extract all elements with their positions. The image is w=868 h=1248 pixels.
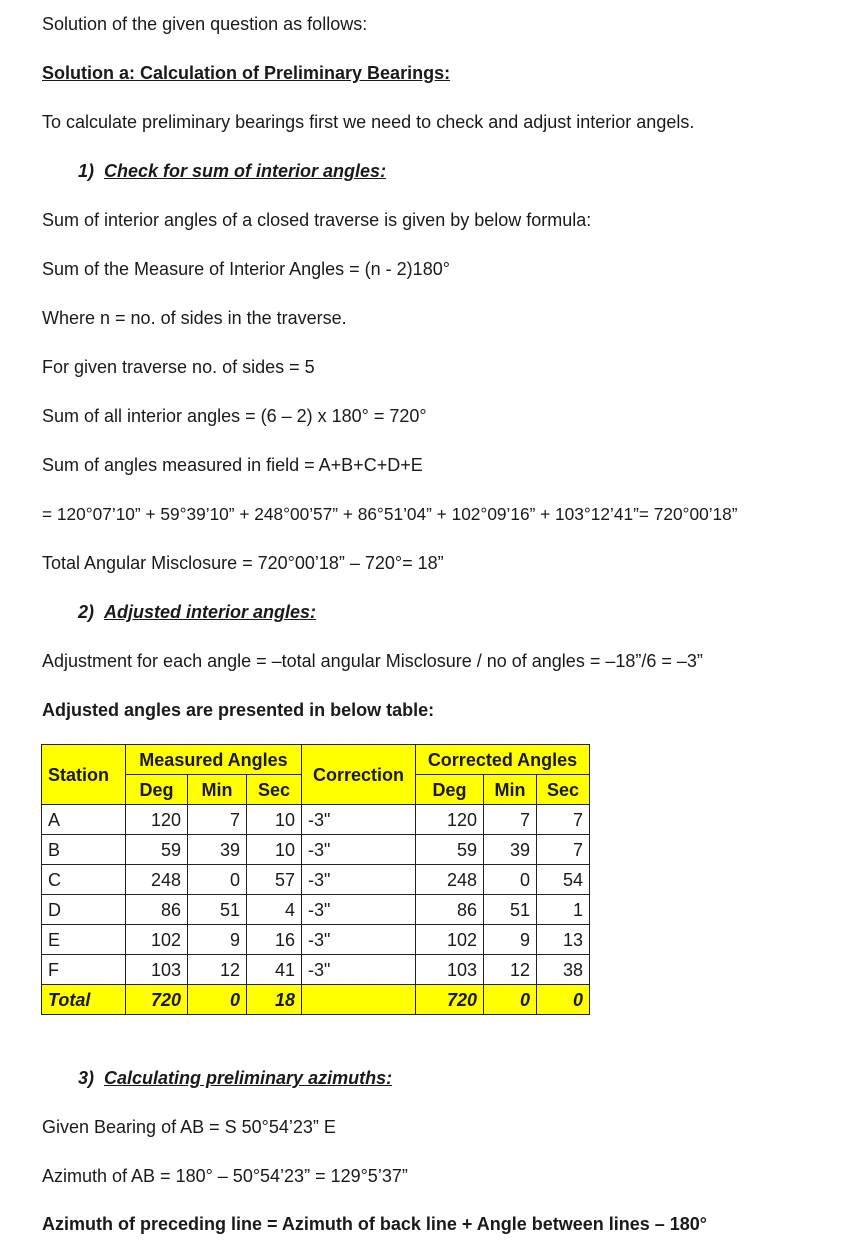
correction-cell: -3" [302,955,416,985]
given-bearing-line: Given Bearing of AB = S 50°54’23” E [42,1117,336,1137]
corrected-deg-cell: 102 [416,925,484,955]
corrected-sec-cell: 54 [537,865,590,895]
table-row [42,925,590,955]
table-row [42,835,590,865]
corrected-sec-cell: 7 [537,805,590,835]
azimuth-ab-line: Azimuth of AB = 180° – 50°54’23” = 129°5’37” [42,1166,408,1186]
measured-deg-cell: 59 [126,835,188,865]
total-correction [302,985,416,1015]
measured-sec-cell: 10 [247,805,302,835]
table-total-row [42,985,590,1015]
measured-min-cell: 7 [188,805,247,835]
step2-number: 2) [78,602,95,622]
corrected-sec-cell: 13 [537,925,590,955]
step1-title: Check for sum of interior angles: [104,161,387,181]
measured-deg-cell: 86 [126,895,188,925]
measured-min-cell: 39 [188,835,247,865]
corrected-min-cell: 39 [484,835,537,865]
measured-sec-cell: 57 [247,865,302,895]
formula-where: Where n = no. of sides in the traverse. [42,308,347,328]
measured-sec-cell: 41 [247,955,302,985]
corrected-min-cell: 9 [484,925,537,955]
station-header: Station [42,745,126,805]
corrected-sec-header: Sec [537,775,590,805]
measured-deg-header: Deg [126,775,188,805]
station-cell: E [42,925,126,955]
total-label-cell: Total [42,985,126,1015]
total-corrected-sec: 0 [537,985,590,1015]
measured-min-cell: 51 [188,895,247,925]
corrected-min-cell: 12 [484,955,537,985]
measured-sec-header: Sec [247,775,302,805]
station-cell: B [42,835,126,865]
corrected-deg-cell: 86 [416,895,484,925]
azimuth-formula-line: Azimuth of preceding line = Azimuth of back line + Angle between lines – 180° [42,1214,707,1234]
step3-heading [78,1067,392,1089]
station-cell: C [42,865,126,895]
step2-title: Adjusted interior angles: [104,602,317,622]
total-measured-deg: 720 [126,985,188,1015]
step2-heading [78,601,316,623]
section-a-heading: Solution a: Calculation of Preliminary Bearings: [42,63,451,83]
table-row [42,955,590,985]
table-row [42,805,590,835]
station-cell: D [42,895,126,925]
correction-cell: -3" [302,805,416,835]
station-cell: F [42,955,126,985]
table-row [42,865,590,895]
measured-deg-cell: 103 [126,955,188,985]
corrected-header: Corrected Angles [416,745,590,775]
measured-deg-cell: 120 [126,805,188,835]
corrected-min-cell: 7 [484,805,537,835]
table-header-row [42,745,590,775]
measured-sec-cell: 4 [247,895,302,925]
corrected-sec-cell: 7 [537,835,590,865]
corrected-deg-cell: 103 [416,955,484,985]
corrected-deg-cell: 248 [416,865,484,895]
table-intro: Adjusted angles are presented in below table: [42,700,435,720]
measured-min-cell: 9 [188,925,247,955]
step1-heading [78,160,386,182]
step3-title: Calculating preliminary azimuths: [104,1068,393,1088]
section-a-text: To calculate preliminary bearings first we need to check and adjust interior angels. [42,112,695,132]
corrected-min-cell: 0 [484,865,537,895]
station-cell: A [42,805,126,835]
measured-header: Measured Angles [126,745,302,775]
correction-cell: -3" [302,865,416,895]
measured-min-header: Min [188,775,247,805]
correction-cell: -3" [302,925,416,955]
adjustment-line: Adjustment for each angle = –total angular Misclosure / no of angles = –18”/6 = –3” [42,651,703,671]
measured-min-cell: 12 [188,955,247,985]
adjusted-angles-table [41,744,590,1015]
formula-line: Sum of the Measure of Interior Angles = (n - 2)180° [42,259,450,279]
corrected-min-header: Min [484,775,537,805]
total-measured-min: 0 [188,985,247,1015]
measured-min-cell: 0 [188,865,247,895]
intro-line: Solution of the given question as follows: [42,14,368,34]
corrected-deg-cell: 59 [416,835,484,865]
measured-sec-cell: 16 [247,925,302,955]
corrected-deg-cell: 120 [416,805,484,835]
corrected-sec-cell: 38 [537,955,590,985]
corrected-deg-header: Deg [416,775,484,805]
measured-sec-cell: 10 [247,835,302,865]
sum-interior-line: Sum of all interior angles = (6 – 2) x 180° = 720° [42,406,427,426]
sum-expression-line: = 120°07’10” + 59°39’10” + 248°00’57” + 86°51’04” + 102°09’16” + 103°12’41”= 720°00’18” [42,504,738,524]
correction-header: Correction [302,745,416,805]
correction-cell: -3" [302,895,416,925]
sides-line: For given traverse no. of sides = 5 [42,357,315,377]
formula-intro: Sum of interior angles of a closed traverse is given by below formula: [42,210,592,230]
correction-cell: -3" [302,835,416,865]
step1-number: 1) [78,161,95,181]
total-corrected-deg: 720 [416,985,484,1015]
corrected-sec-cell: 1 [537,895,590,925]
measured-deg-cell: 248 [126,865,188,895]
table-row [42,895,590,925]
step3-number: 3) [78,1068,95,1088]
total-corrected-min: 0 [484,985,537,1015]
sum-measured-line: Sum of angles measured in field = A+B+C+D+E [42,455,423,475]
corrected-min-cell: 51 [484,895,537,925]
misclosure-line: Total Angular Misclosure = 720°00’18” – 720°= 18” [42,553,444,573]
measured-deg-cell: 102 [126,925,188,955]
total-measured-sec: 18 [247,985,302,1015]
